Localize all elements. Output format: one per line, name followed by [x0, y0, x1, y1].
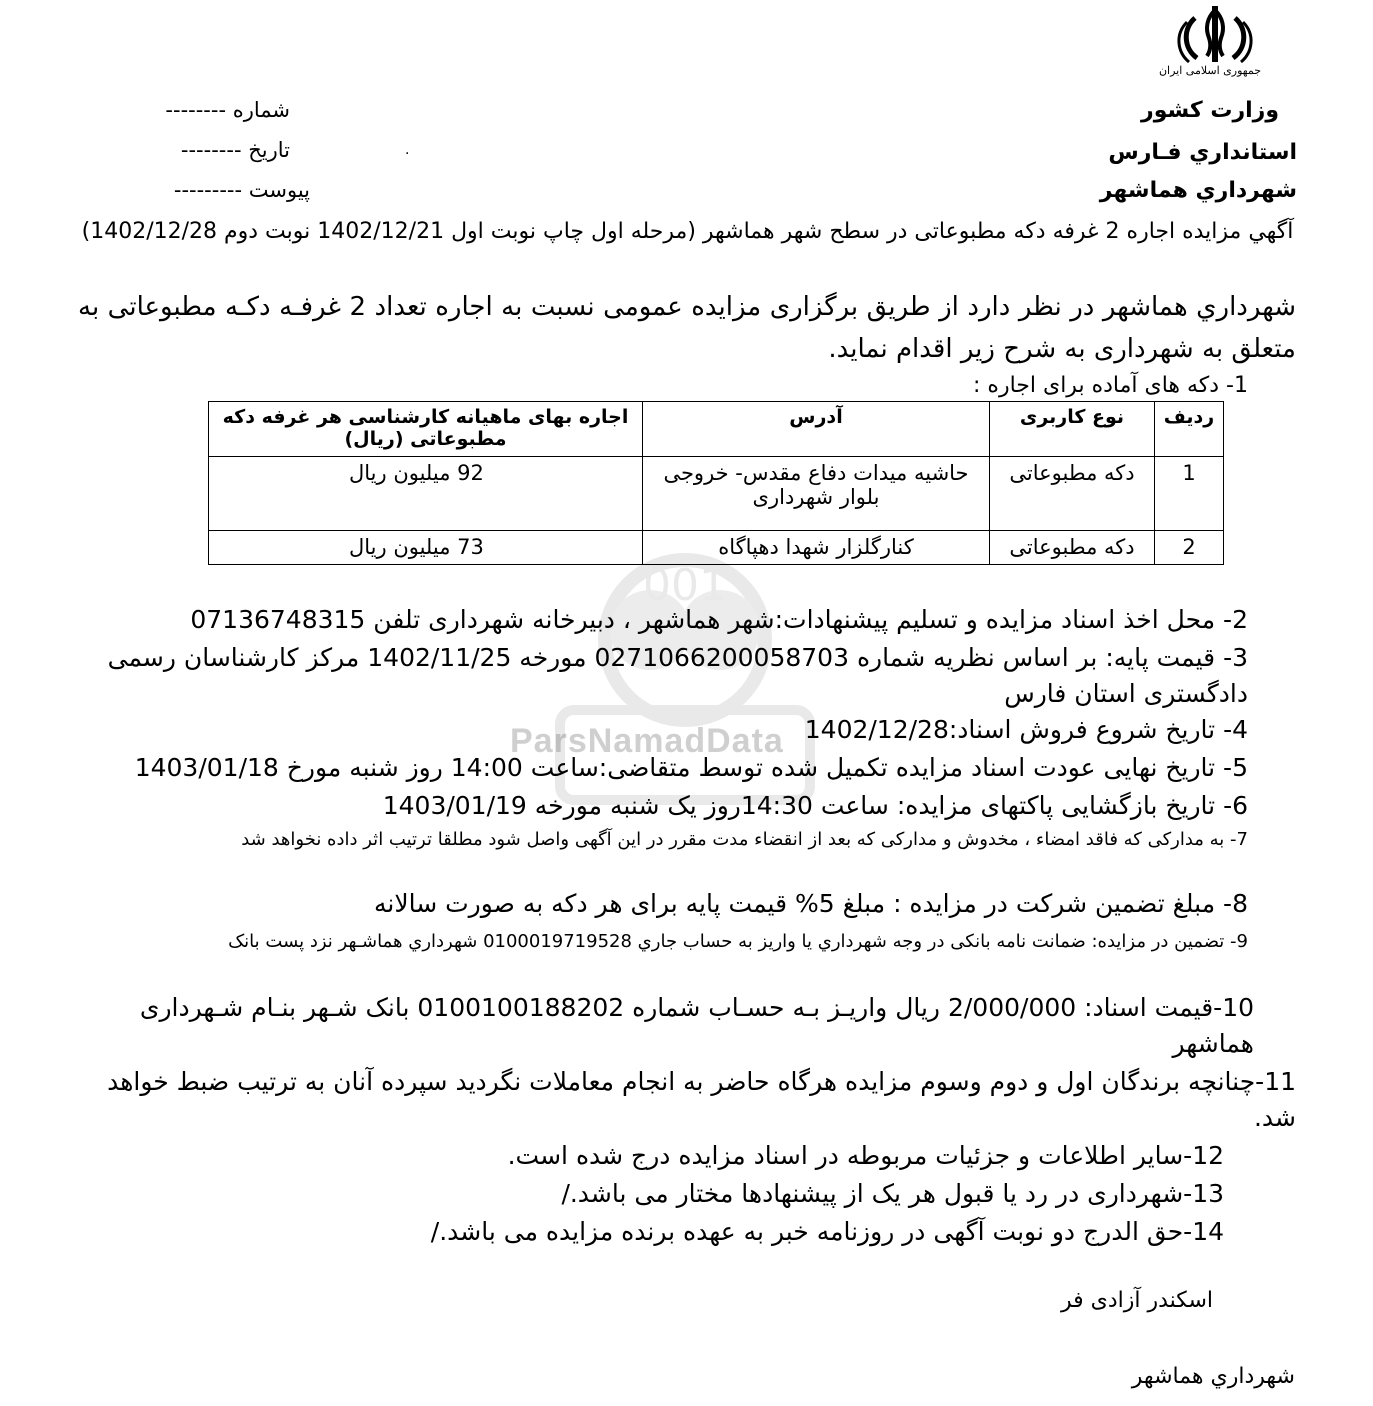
item-1: 1- دكه های آماده برای اجاره :: [973, 373, 1248, 398]
item-13: 13-شهرداری در رد يا قبول هر يک از پيشنهادها مختار می باشد./: [561, 1179, 1224, 1208]
item-6: 6- تاريخ بازگشايی پاكتهای مزايده: ساعت 14:30روز يک شنبه مورخه 1403/01/19: [382, 791, 1248, 820]
item-10: 10-قيمت اسناد: 2/000/000 ريال واريـز بـه حسـاب شماره 0100100188202 بانک شـهر بنـام شـهرداری هماشهر: [139, 993, 1254, 1058]
stray-dot: .: [405, 142, 410, 158]
signer-name: اسكندر آزادی فر: [1060, 1288, 1213, 1313]
item-14: 14-حق الدرج دو نوبت آگهی در روزنامه خبر به عهده برنده مزايده می باشد./: [430, 1217, 1224, 1246]
table-cell: دكه مطبوعاتی: [990, 457, 1155, 531]
table-cell: 73 ميليون ريال: [209, 531, 643, 565]
item-5: 5- تاريخ نهايی عودت اسناد مزايده تكميل شده توسط متقاضی:ساعت 14:00 روز شنبه مورخ 1403/01/18: [134, 753, 1248, 782]
table-cell: دكه مطبوعاتی: [990, 531, 1155, 565]
letter-attachment: پيوست ---------: [173, 178, 310, 202]
item-2: 2- محل اخذ اسناد مزايده و تسليم پيشنهادات:شهر هماشهر ، دبيرخانه شهرداری تلفن 07136748315: [190, 605, 1248, 634]
letter-number: شماره --------: [165, 98, 290, 122]
table-cell: حاشيه ميدات دفاع مقدس- خروجی بلوار شهرداری: [643, 457, 990, 531]
table-header-cell: رديف: [1155, 402, 1224, 457]
item-7: 7- به مداركی كه فاقد امضاء ، مخدوش و مداركی كه بعد از انقضاء مدت مقرر در اين آگهی واصل شود مطلقا ترتيب اثر داده نخواهد شد: [241, 829, 1248, 850]
item-3: 3- قيمت پايه: بر اساس نظريه شماره 0271066200058703 مورخه 1402/11/25 مركز كارشناسان رسمی دادگستری استان فارس: [107, 643, 1248, 708]
item-8: 8- مبلغ تضمين شركت در مزايده : مبلغ 5% قيمت پايه برای هر دكه به صورت سالانه: [374, 889, 1248, 918]
watermark-text: ParsNamadData: [510, 722, 784, 760]
ministry-name: وزارت كشور: [1141, 98, 1279, 123]
governorate-name: استانداري فـارس: [1108, 140, 1297, 165]
table-header-cell: اجاره بهای ماهيانه كارشناسی هر غرفه دكه مطبوعاتی (ريال): [209, 402, 643, 457]
table-header-cell: نوع كاربری: [990, 402, 1155, 457]
table-cell: 92 ميليون ريال: [209, 457, 643, 531]
item-12: 12-ساير اطلاعات و جزئيات مربوطه در اسناد مزايده درج شده است.: [507, 1141, 1224, 1170]
item-9: 9- تضمين در مزايده: ضمانت نامه بانكی در وجه شهرداري يا واريز به حساب جاري 0100019719528 شهرداري هماشـهر نزد پست بانک: [228, 931, 1248, 952]
table-row: [209, 457, 1224, 531]
table-cell: كنارگلزار شهدا دهپاگاه: [643, 531, 990, 565]
table-cell: 1: [1155, 457, 1224, 531]
kiosk-table: [208, 401, 1224, 565]
notice-intro: شهرداري هماشهر در نظر دارد از طريق برگزاری مزايده عمومی نسبت به اجاره تعداد 2 غرفـه دكـه مطبوعاتی به متعلق به شهرداری به شرح زير اقدام نمايد.: [78, 292, 1296, 364]
letter-date: تاريخ --------: [180, 138, 290, 162]
signer-org: شهرداري هماشهر: [1131, 1364, 1295, 1389]
table-row: [209, 531, 1224, 565]
item-11: 11-چنانچه برندگان اول و دوم وسوم مزايده هرگاه حاضر به انجام معاملات نگرديد سپرده آنان به ترتيب ضبط خواهد شد.: [107, 1067, 1296, 1132]
table-cell: 2: [1155, 531, 1224, 565]
svg-text:001: 001: [643, 560, 727, 611]
table-header-row: [209, 402, 1224, 457]
emblem-caption: جمهوری اسلامی ایران: [1158, 64, 1262, 77]
item-4: 4- تاريخ شروع فروش اسناد:1402/12/28: [804, 715, 1248, 744]
notice-title: آگهي مزايده اجاره 2 غرفه دكه مطبوعاتی در سطح شهر هماشهر (مرحله اول چاپ نوبت اول 1402/12/21 نوبت دوم 1402/12/28): [81, 219, 1294, 244]
municipality-name: شهرداري هماشهر: [1099, 178, 1297, 203]
table-header-cell: آدرس: [643, 402, 990, 457]
